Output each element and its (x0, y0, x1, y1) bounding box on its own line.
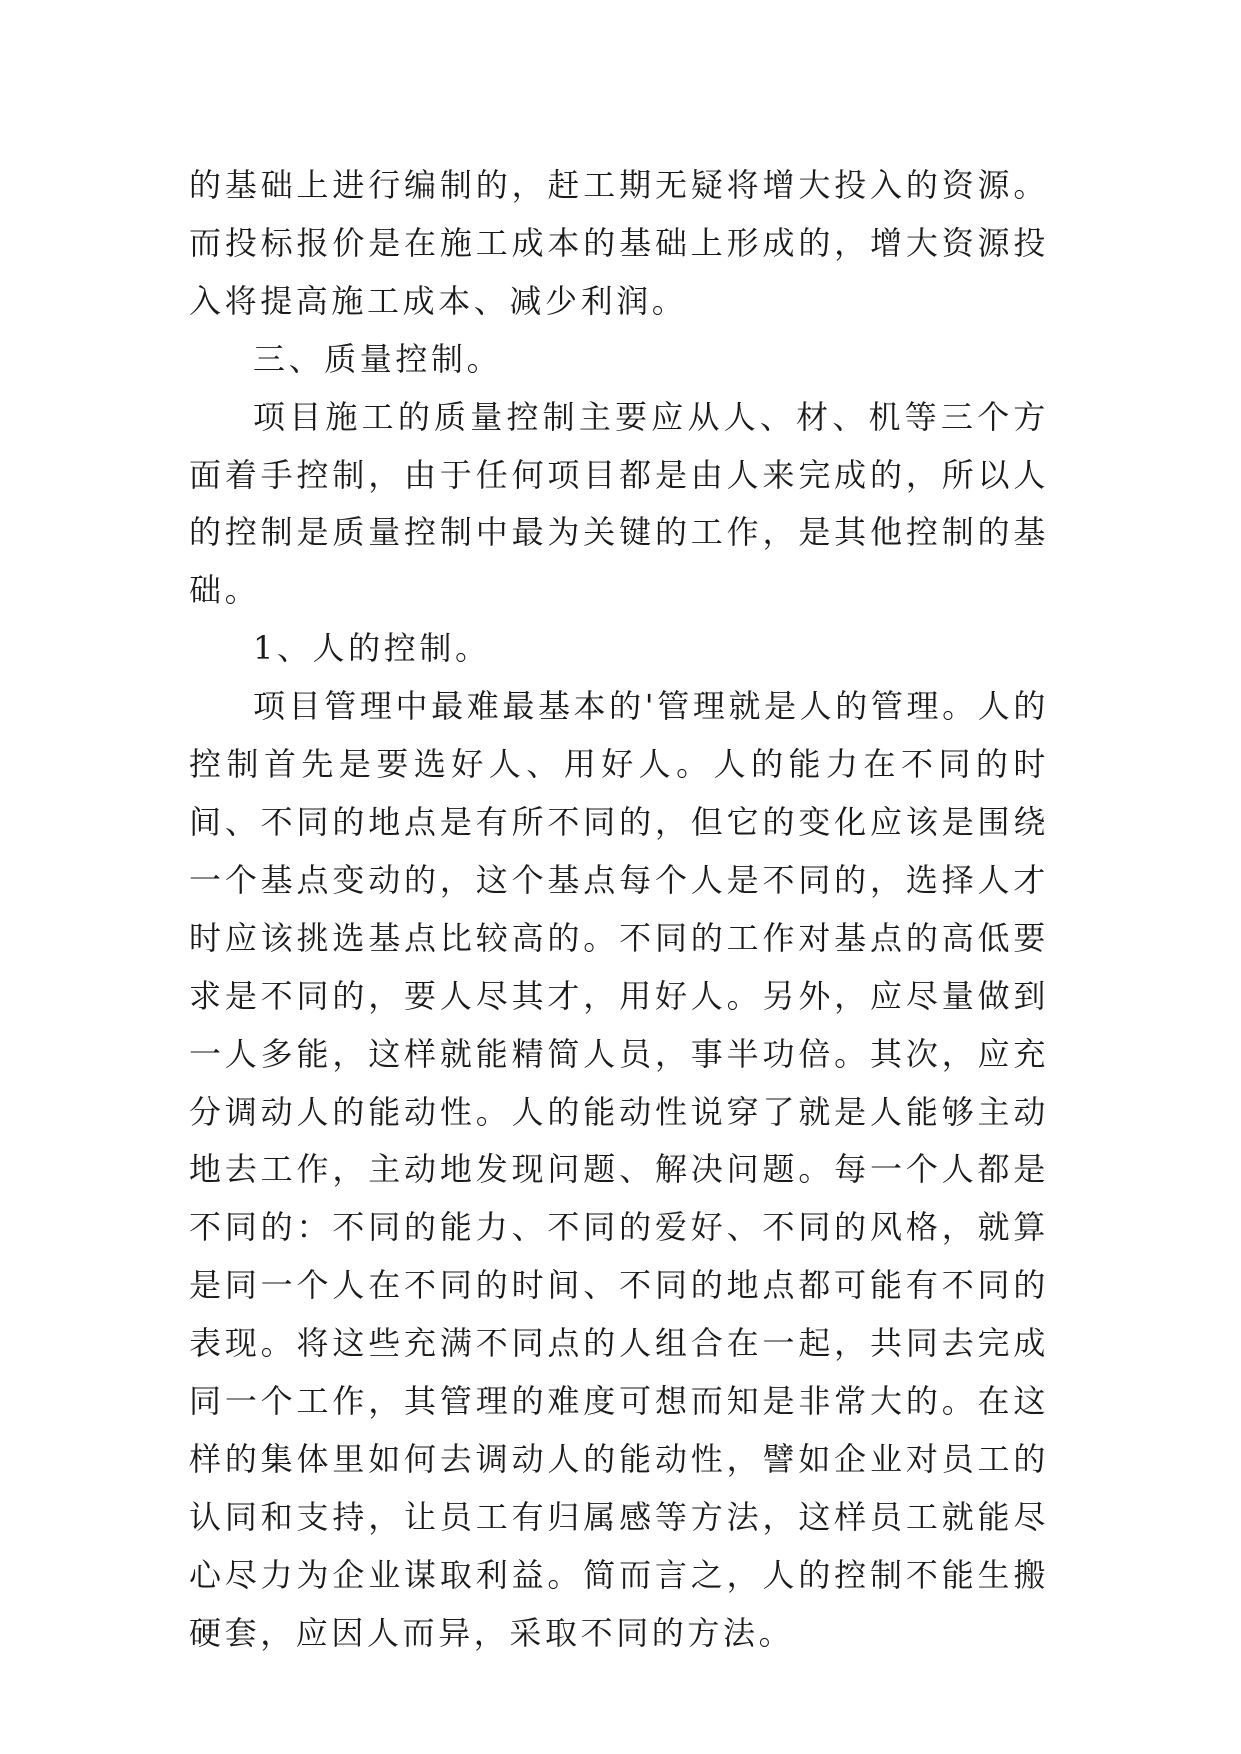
paragraph-people-control-body: 项目管理中最难最基本的'管理就是人的管理。人的控制首先是要选好人、用好人。人的能力在不同的时间、不同的地点是有所不同的，但它的变化应该是围绕一个基点变动的，这个基点每个人是不同的，选择人才时应该挑选基点比较高的。不同的工作对基点的高低要求是不同的，要人尽其才，用好人。另外，应尽量做到一人多能，这样就能精简人员，事半功倍。其次，应充分调动人的能动性。人的能动性说穿了就是人能够主动地去工作，主动地发现问题、解决问题。每一个人都是不同的：不同的能力、不同的爱好、不同的风格，就算是同一个人在不同的时间、不同的地点都可能有不同的表现。将这些充满不同点的人组合在一起，共同去完成同一个工作，其管理的难度可想而知是非常大的。在这样的集体里如何去调动人的能动性，譬如企业对员工的认同和支持，让员工有归属感等方法，这样员工就能尽心尽力为企业谋取利益。简而言之，人的控制不能生搬硬套，应因人而异，采取不同的方法。 (189, 687, 1049, 1652)
paragraph-continuation: 的基础上进行编制的，赶工期无疑将增大投入的资源。而投标报价是在施工成本的基础上形成的，增大资源投入将提高施工成本、减少利润。 (189, 166, 1049, 320)
subsection-heading-people-control: 1、人的控制。 (253, 629, 491, 668)
paragraph-quality-control-intro: 项目施工的质量控制主要应从人、材、机等三个方面着手控制，由于任何项目都是由人来完成的，所以人的控制是质量控制中最为关键的工作，是其他控制的基础。 (189, 397, 1049, 610)
section-heading-quality-control: 三、质量控制。 (253, 339, 503, 378)
document-body (189, 157, 1049, 1663)
